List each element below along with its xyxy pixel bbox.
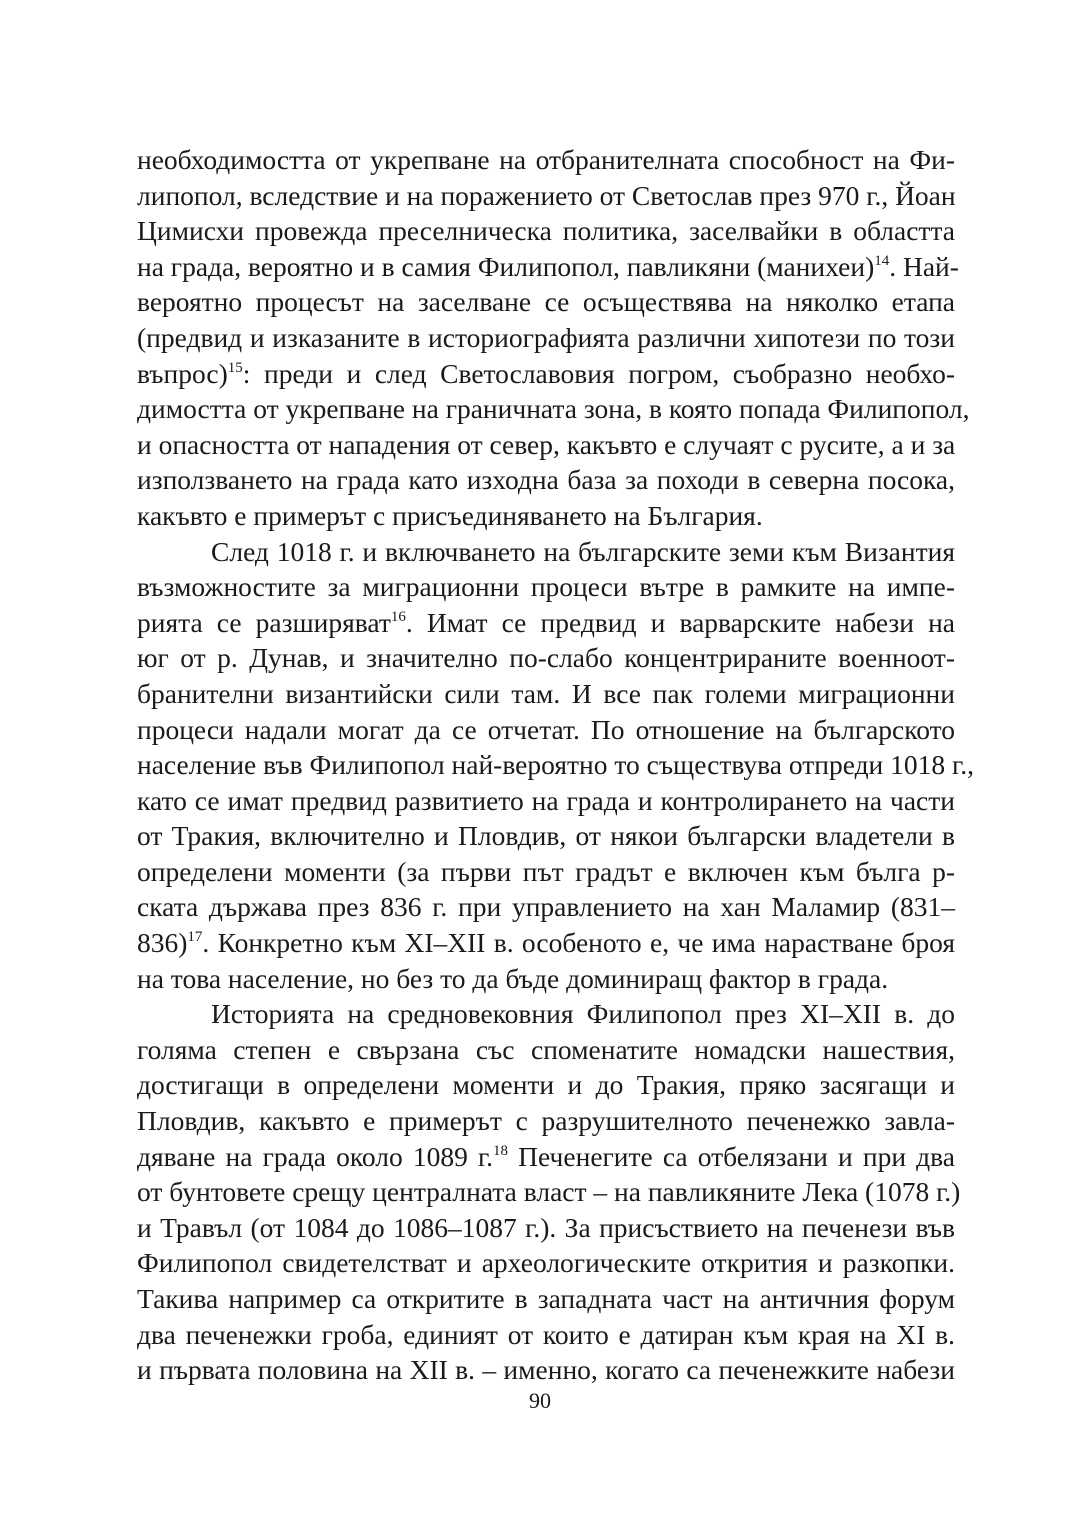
text-line <box>137 249 959 285</box>
text-segment: въпрос) <box>137 357 228 389</box>
text-line <box>137 1317 955 1353</box>
text-line <box>137 783 955 819</box>
text-segment: два печенежки гроба, единият от които е датиран към края на XI в. <box>137 1318 955 1350</box>
text-segment: : преди и след Светославовия погром, съобразно необхо- <box>242 357 955 389</box>
text-segment: използването на града като изходна база за походи в северна посока, <box>137 464 955 496</box>
text-segment: голяма степен е свързана със споменатите номадски нашествия, <box>137 1033 955 1065</box>
text-line <box>137 961 955 997</box>
text-line <box>137 142 955 178</box>
text-segment: достигащи в определени моменти и до Тракия, пряко засягащи и <box>137 1069 955 1101</box>
text-line <box>137 1174 961 1210</box>
text-segment: население във Филипопол най-вероятно то съществува отпреди 1018 г., <box>137 749 974 781</box>
text-line <box>137 569 955 605</box>
footnote-marker: 18 <box>493 1142 509 1159</box>
text-line <box>137 178 955 214</box>
text-segment: от Тракия, включително и Пловдив, от някои български владетели в <box>137 820 955 852</box>
footnote-marker: 17 <box>187 929 203 946</box>
text-segment: Такива например са откритите в западната част на античния форум <box>137 1283 955 1314</box>
text-segment: (предвид и изказаните в историографията различни хипотези по този <box>137 321 955 353</box>
text-line <box>137 747 974 783</box>
text-line <box>137 320 955 356</box>
text-segment: и опасността от нападения от север, какъвто е случаят с русите, а и за <box>137 428 956 460</box>
text-segment: . Най- <box>889 250 959 282</box>
body-text <box>137 142 974 1388</box>
text-segment: . Имат се предвид и варварските набези на <box>405 606 955 638</box>
text-segment: След 1018 г. и включването на българските земи към Византия <box>211 535 955 567</box>
text-line <box>137 1352 955 1388</box>
text-line <box>137 818 955 854</box>
text-segment: Филипопол свидетелстват и археологическите открития и разкопки. <box>137 1247 955 1279</box>
text-segment: и Травъл (от 1084 до 1086–1087 г.). За присъствието на печенези във <box>137 1211 955 1243</box>
text-segment: ската държава през 836 г. при управлението на хан Маламир (831– <box>137 891 955 923</box>
text-line <box>137 213 955 249</box>
text-line <box>137 498 955 534</box>
text-segment: на града, вероятно и в самия Филипопол, павликяни (манихеи) <box>137 250 875 282</box>
text-line <box>137 889 955 925</box>
footnote-marker: 16 <box>390 608 406 625</box>
text-line <box>137 391 970 427</box>
text-line <box>137 854 955 890</box>
text-segment: и първата половина на XII в. – именно, когато са печенежките набези <box>137 1354 955 1386</box>
text-segment: вероятно процесът на заселване се осъществява на няколко етапа <box>137 286 955 318</box>
text-line <box>137 605 955 641</box>
text-segment: определени моменти (за първи път градът е включен към бълга р- <box>137 855 955 887</box>
text-segment: . Конкретно към XI–XII в. особеното е, че има нарастване броя <box>202 927 955 959</box>
text-segment: като се имат предвид развитието на града и контролирането на части <box>137 784 955 816</box>
page-number: 90 <box>529 1388 551 1413</box>
text-line <box>137 1103 955 1139</box>
text-line <box>137 1245 955 1281</box>
text-segment: необходимостта от укрепване на отбранителната способност на Фи- <box>137 144 955 175</box>
text-segment: бранителни византийски сили там. И все пак големи миграционни <box>137 677 955 709</box>
text-line <box>137 427 955 463</box>
text-segment: 836) <box>137 927 188 959</box>
text-segment: липопол, вследствие и на поражението от Светослав през 970 г., Йоан <box>137 179 956 211</box>
text-line <box>137 996 955 1032</box>
text-line <box>137 1139 955 1175</box>
text-line <box>137 1210 955 1246</box>
text-line <box>137 676 955 712</box>
text-segment: Историята на средновековния Филипопол през XI–XII в. до <box>211 998 955 1030</box>
text-segment: възможностите за миграционни процеси вътре в рамките на импе- <box>137 571 955 603</box>
text-line <box>137 1032 955 1068</box>
text-segment: димостта от укрепване на граничната зона, в която попада Филипопол, <box>137 393 970 425</box>
text-segment: какъвто е примерът с присъединяването на България. <box>137 499 763 531</box>
text-segment: процеси надали могат да се отчетат. По отношение на българското <box>137 713 955 745</box>
text-line <box>137 640 955 676</box>
text-segment: Печенегите са отбелязани и при два <box>508 1140 955 1172</box>
text-line <box>137 1281 955 1317</box>
text-line <box>137 925 955 961</box>
text-segment: Пловдив, какъвто е примерът с разрушителното печенежко завла- <box>137 1105 955 1137</box>
text-line <box>137 712 955 748</box>
text-line <box>137 1067 955 1103</box>
text-segment: на това население, но без то да бъде доминиращ фактор в града. <box>137 962 889 994</box>
text-segment: Цимисхи провежда преселническа политика, заселвайки в областта <box>137 215 955 247</box>
text-line <box>137 284 955 320</box>
footnote-marker: 14 <box>874 252 890 269</box>
text-segment: от бунтовете срещу централната власт – на павликяните Лека (1078 г.) <box>137 1176 961 1208</box>
text-line <box>137 356 955 392</box>
text-segment: рията се разширяват <box>137 606 391 638</box>
footnote-marker: 15 <box>227 359 243 376</box>
text-segment: дяване на града около 1089 г. <box>137 1140 494 1172</box>
text-segment: юг от р. Дунав, и значително по-слабо концентрираните военноот- <box>137 642 955 674</box>
text-line <box>137 534 955 570</box>
text-line <box>137 462 955 498</box>
